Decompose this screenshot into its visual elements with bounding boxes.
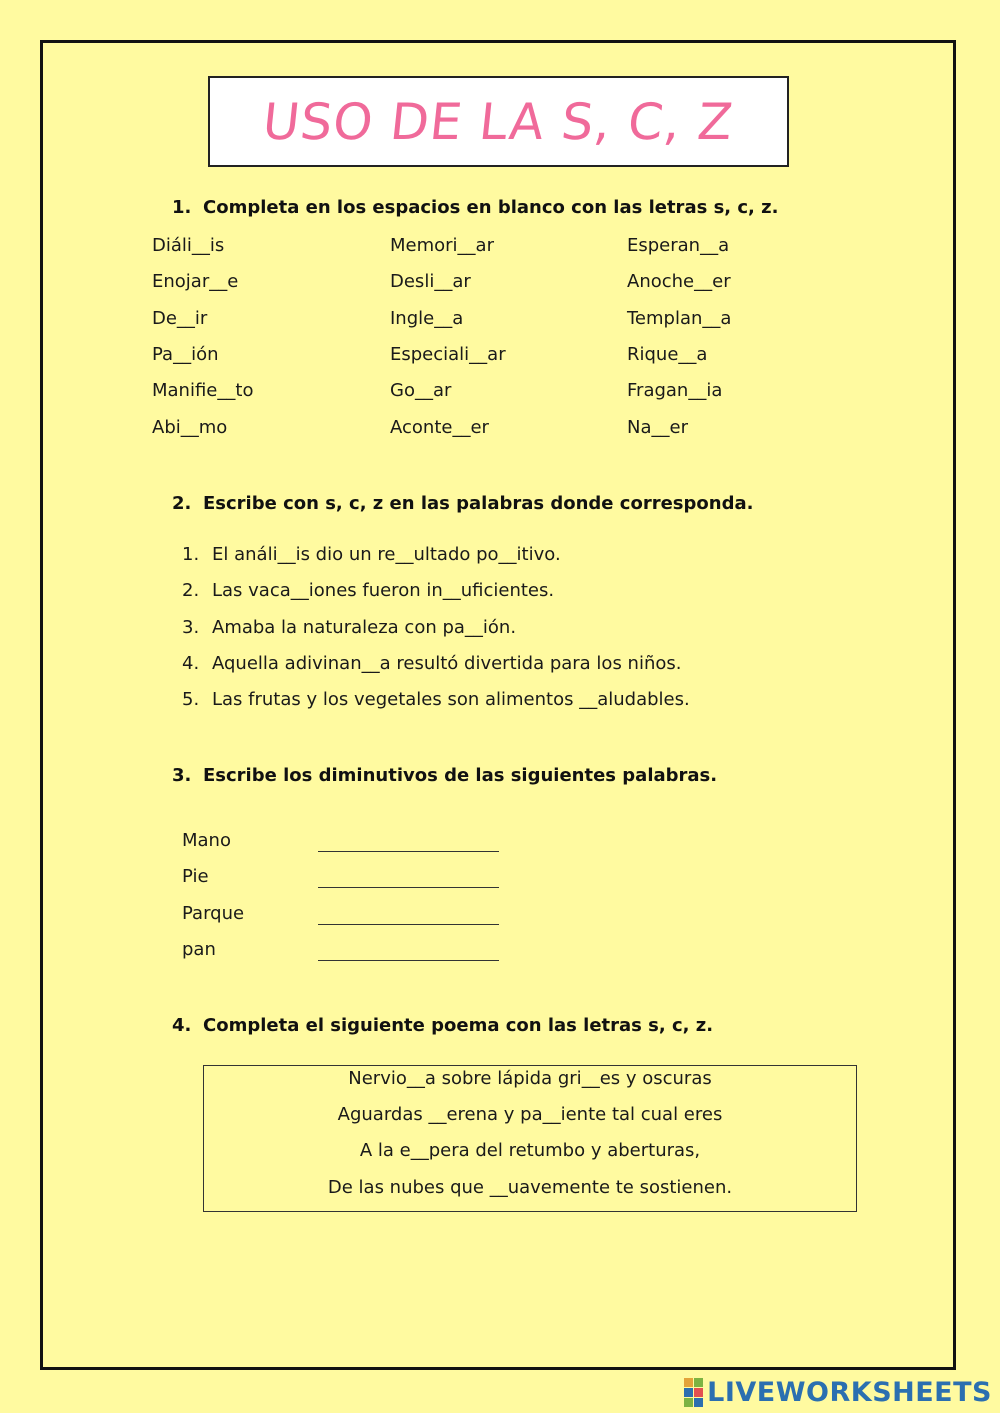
section-heading-text: Escribe los diminutivos de las siguientes palabras. — [203, 765, 718, 786]
sentence-number: 5. — [182, 689, 200, 710]
sentence-number: 3. — [182, 617, 200, 638]
sentence-text: Las frutas y los vegetales son alimentos __aludables. — [212, 689, 690, 710]
word-item: Desli__ar — [390, 271, 471, 292]
sentence-item — [182, 544, 561, 565]
word-item: Fragan__ia — [627, 380, 723, 401]
diminutive-word: Pie — [182, 866, 209, 887]
footer-logo[interactable] — [684, 1377, 992, 1407]
sentence-text: Las vaca__iones fueron in__uficientes. — [212, 580, 555, 601]
section-heading-text: Escribe con s, c, z en las palabras donde corresponda. — [203, 493, 754, 514]
title-box — [208, 76, 789, 167]
word-item: De__ir — [152, 308, 208, 329]
poem-line: De las nubes que __uavemente te sostienen. — [327, 1177, 733, 1198]
section-heading-text: Completa el siguiente poema con las letras s, c, z. — [203, 1015, 714, 1036]
answer-line[interactable] — [318, 851, 499, 852]
section-number: 3. — [172, 765, 192, 786]
sentence-item — [182, 580, 554, 601]
word-item: Esperan__a — [627, 235, 730, 256]
sentence-text: Amaba la naturaleza con pa__ión. — [212, 617, 517, 638]
word-item: Templan__a — [627, 308, 732, 329]
sentence-number: 2. — [182, 580, 200, 601]
word-item: Rique__a — [627, 344, 708, 365]
section-number: 4. — [172, 1015, 192, 1036]
word-item: Ingle__a — [390, 308, 464, 329]
word-item: Anoche__er — [627, 271, 731, 292]
poem-box — [203, 1065, 857, 1212]
diminutive-word: pan — [182, 939, 216, 960]
answer-line[interactable] — [318, 924, 499, 925]
section-number: 1. — [172, 197, 192, 218]
answer-line[interactable] — [318, 960, 499, 961]
section-3-heading — [172, 765, 717, 786]
sentence-item — [182, 689, 690, 710]
diminutive-word: Parque — [182, 903, 245, 924]
section-2-heading — [172, 493, 753, 514]
section-1-heading — [172, 197, 778, 218]
word-item: Enojar__e — [152, 271, 239, 292]
sentence-item — [182, 653, 681, 674]
answer-line[interactable] — [318, 887, 499, 888]
word-item: Pa__ión — [152, 344, 219, 365]
word-item: Aconte__er — [390, 417, 489, 438]
sentence-item — [182, 617, 516, 638]
sentence-text: El análi__is dio un re__ultado po__itivo. — [212, 544, 561, 565]
brand-name: LIVEWORKSHEETS — [707, 1376, 992, 1408]
word-item: Memori__ar — [390, 235, 494, 256]
poem-line: A la e__pera del retumbo y aberturas, — [359, 1140, 701, 1161]
word-item: Na__er — [627, 417, 688, 438]
section-heading-text: Completa en los espacios en blanco con las letras s, c, z. — [203, 197, 779, 218]
sentence-text: Aquella adivinan__a resultó divertida para los niños. — [212, 653, 682, 674]
section-number: 2. — [172, 493, 192, 514]
sentence-number: 4. — [182, 653, 200, 674]
liveworksheets-logo-icon — [684, 1378, 703, 1407]
word-item: Go__ar — [390, 380, 452, 401]
word-item: Manifie__to — [152, 380, 254, 401]
word-item: Especiali__ar — [390, 344, 506, 365]
poem-line: Nervio__a sobre lápida gri__es y oscuras — [348, 1068, 712, 1089]
diminutive-word: Mano — [182, 830, 231, 851]
section-4-heading — [172, 1015, 713, 1036]
poem-line: Aguardas __erena y pa__iente tal cual eres — [337, 1104, 723, 1125]
word-item: Diáli__is — [152, 235, 225, 256]
sentence-number: 1. — [182, 544, 200, 565]
word-item: Abi__mo — [152, 417, 228, 438]
worksheet-title: USO DE LA S, C, Z — [260, 92, 737, 151]
